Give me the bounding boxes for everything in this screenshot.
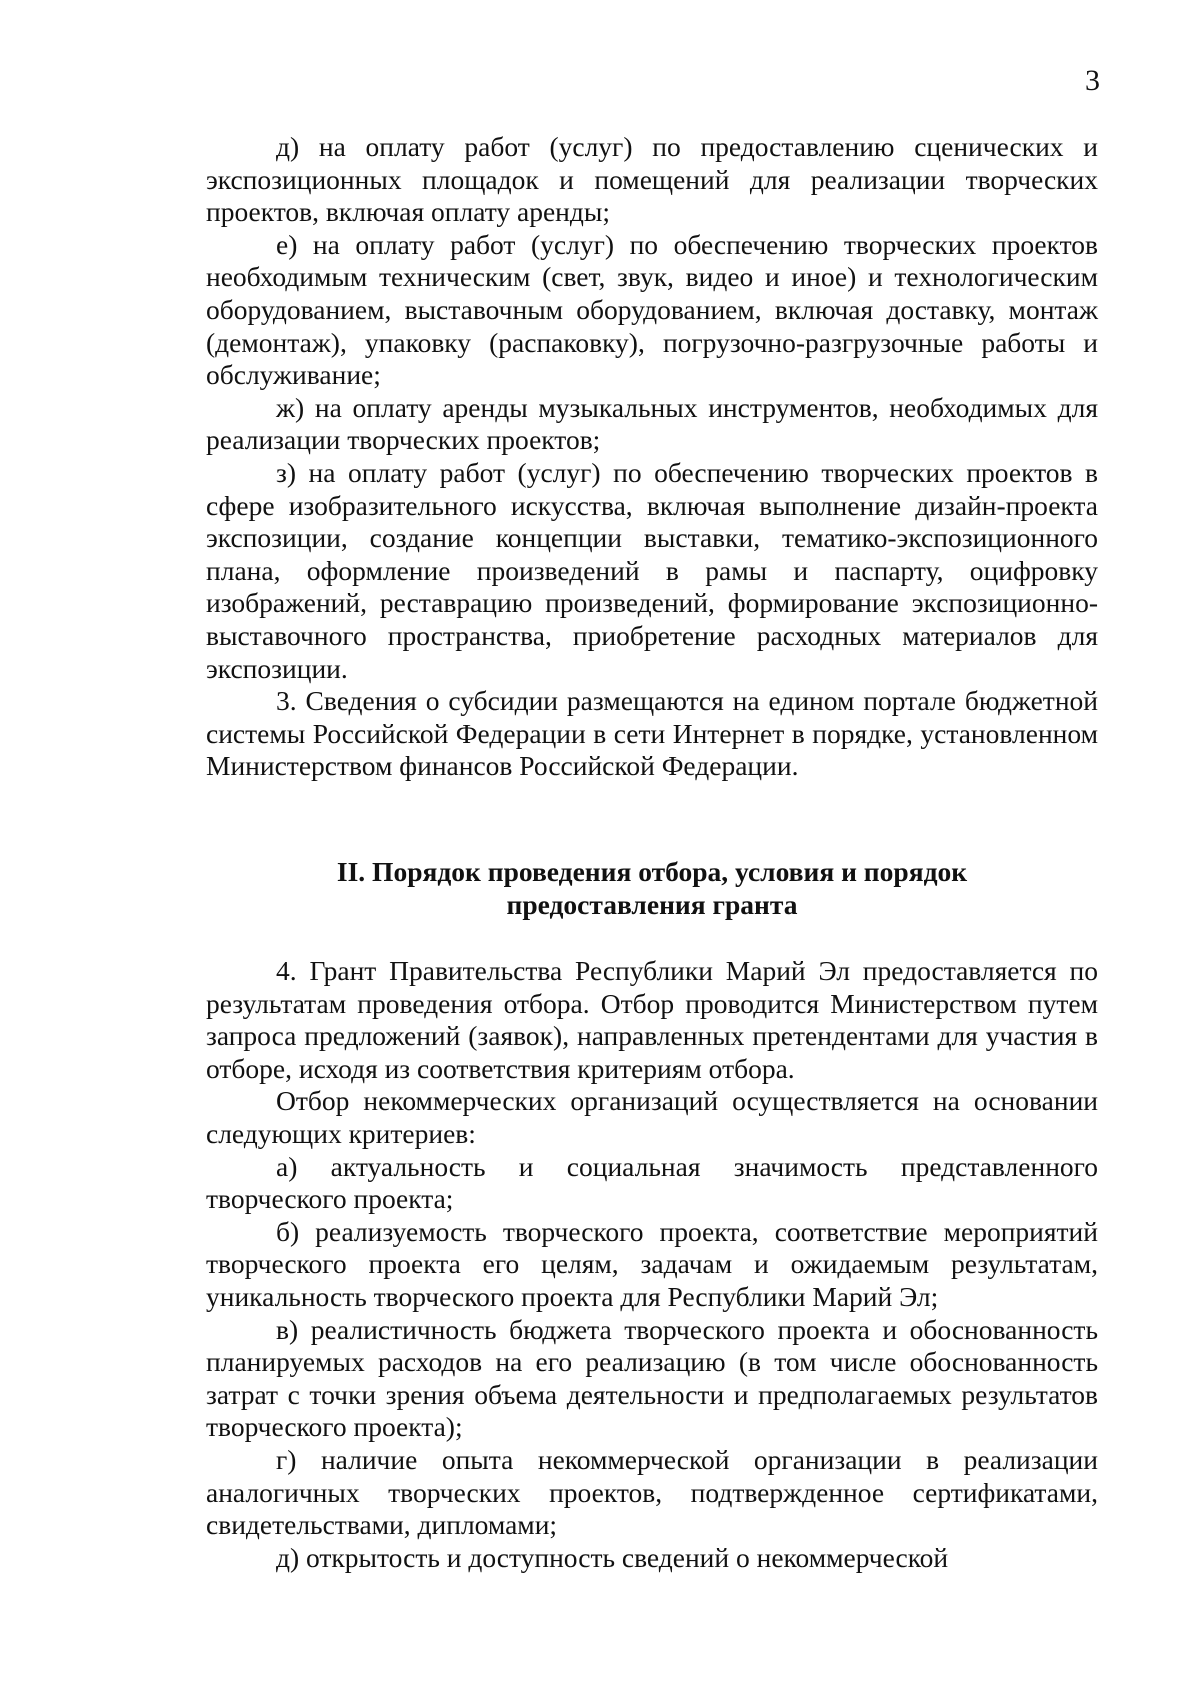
section-heading <box>206 856 1098 921</box>
clause-4-grant-selection: 4. Грант Правительства Республики Марий Эл предоставляется по результатам проведения отбора. Отбор проводится Министерством путем запроса предложений (заявок), направленных претендентами для участия в отборе, исходя из соответствия критериям отбора. <box>206 955 1098 1084</box>
criterion-g-experience: г) наличие опыта некоммерческой организации в реализации аналогичных творческих проектов, подтвержденное сертификатами, свидетельствами, дипломами; <box>206 1443 1098 1541</box>
section-heading-line-1: II. Порядок проведения отбора, условия и порядок <box>336 856 968 887</box>
criteria-intro: Отбор некоммерческих организаций осуществляется на основании следующих критериев: <box>206 1085 1098 1149</box>
clause-zh-instrument-rental: ж) на оплату аренды музыкальных инструментов, необходимых для реализации творческих проектов; <box>206 391 1098 456</box>
clause-list-top <box>206 131 1098 783</box>
criterion-v-budget: в) реалистичность бюджета творческого проекта и обоснованность планируемых расходов на его реализацию (в том числе обоснованность затрат с точки зрения объема деятельности и предполагаемых результатов творческого проекта); <box>206 1313 1098 1443</box>
clause-3-subsidy-info: 3. Сведения о субсидии размещаются на едином портале бюджетной системы Российской Федерации в сети Интернет в порядке, установленном Министерством финансов Российской Федерации. <box>206 685 1098 782</box>
criterion-b-feasibility: б) реализуемость творческого проекта, соответствие мероприятий творческого проекта его целям, задачам и ожидаемым результатам, уникальность творческого проекта для Республики Марий Эл; <box>206 1215 1098 1312</box>
clause-z-fine-arts: з) на оплату работ (услуг) по обеспечению творческих проектов в сфере изобразительного искусства, включая выполнение дизайн-проекта экспозиции, создание концепции выставки, тематико-экспозиционного плана, оформление произведений в рамы и паспарту, оцифровку изображений, реставрацию произведений, формирование экспозиционно-выставочного пространства, приобретение расходных материалов для экспозиции. <box>206 456 1098 684</box>
criterion-d-openness: д) открытость и доступность сведений о некоммерческой <box>276 1541 949 1573</box>
section-heading-line-2: предоставления гранта <box>506 888 798 920</box>
clause-list-bottom <box>206 955 1098 1574</box>
clause-d-stage-venues: д) на оплату работ (услуг) по предоставлению сценических и экспозиционных площадок и помещений для реализации творческих проектов, включая оплату аренды; <box>206 131 1098 228</box>
criterion-a-relevance: а) актуальность и социальная значимость представленного творческого проекта; <box>206 1150 1098 1215</box>
page-number: 3 <box>1085 64 1100 97</box>
clause-e-technical-equipment: е) на оплату работ (услуг) по обеспечению творческих проектов необходимым техническим (свет, звук, видео и иное) и технологическим оборудованием, выставочным оборудованием, включая доставку, монтаж (демонтаж), упаковку (распаковку), погрузочно-разгрузочные работы и обслуживание; <box>206 228 1098 391</box>
